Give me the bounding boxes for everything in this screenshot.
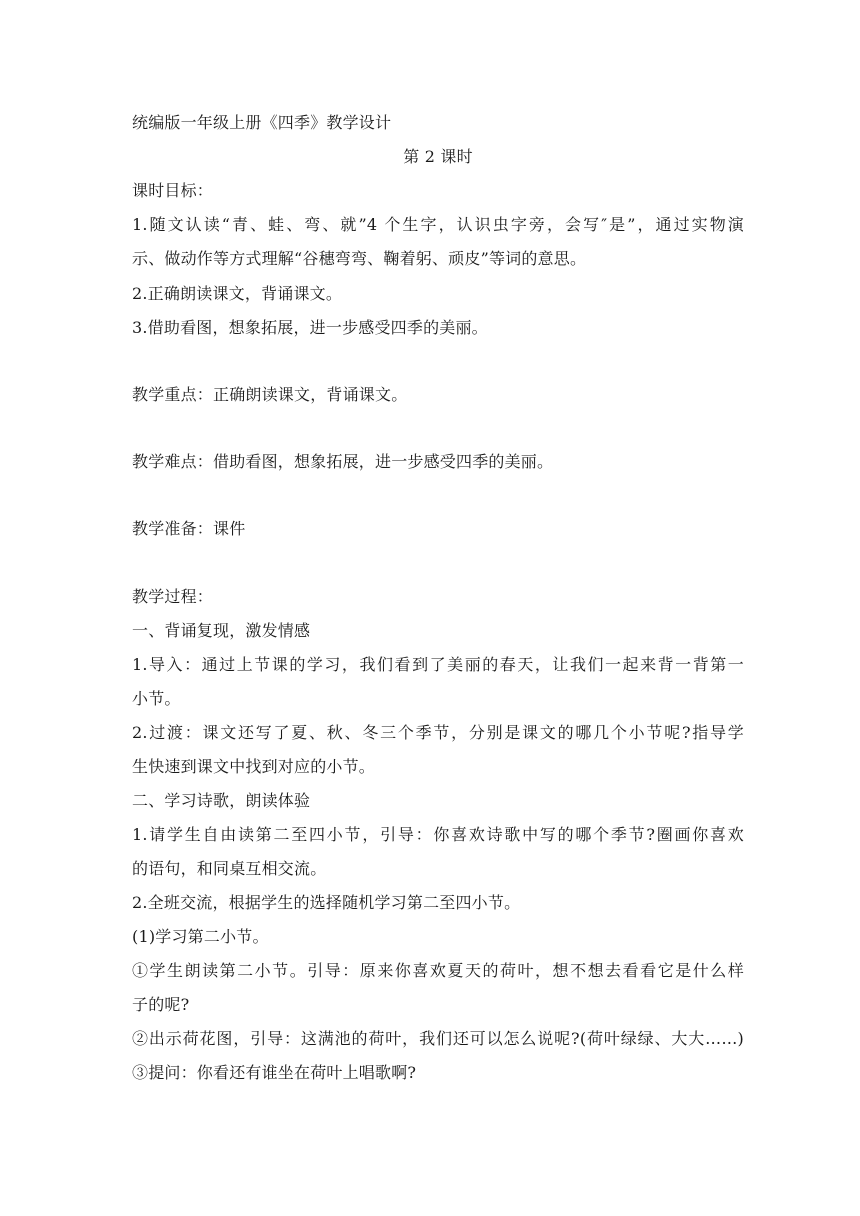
s1-item-2-line-2: 生快速到课文中找到对应的小节。 [132, 757, 376, 776]
s2-step-2: ②出示荷花图，引导：这满池的荷叶，我们还可以怎么说呢?(荷叶绿绿、大大……) [132, 1029, 744, 1048]
s2-step-1-line-1: ①学生朗读第二小节。引导：原来你喜欢夏天的荷叶，想不想去看看它是什么样 [132, 961, 744, 980]
process-heading: 教学过程： [132, 587, 214, 606]
s1-item-1-line-1: 1.导入：通过上节课的学习，我们看到了美丽的春天，让我们一起来背一背第一 [132, 655, 744, 674]
s1-item-2-line-1: 2.过渡：课文还写了夏、秋、冬三个季节，分别是课文的哪几个小节呢?指导学 [132, 723, 744, 742]
lesson-label: 第 2 课时 [403, 147, 473, 166]
objective-1-line-1: 1.随文认读“青、蛙、弯、就”4 个生字，认识虫字旁，会写″是”，通过实物演 [132, 215, 744, 234]
s2-item-1-line-2: 的语句，和同桌互相交流。 [132, 859, 327, 878]
objective-1-line-2: 示、做动作等方式理解“谷穗弯弯、鞠着躬、顽皮”等词的意思。 [132, 249, 587, 268]
key-point: 教学重点：正确朗读课文，背诵课文。 [132, 385, 408, 404]
s2-step-1-line-2: 子的呢? [132, 995, 190, 1014]
s2-item-2: 2.全班交流，根据学生的选择随机学习第二至四小节。 [132, 893, 521, 912]
s2-step-3: ③提问：你看还有谁坐在荷叶上唱歌啊? [132, 1063, 417, 1082]
section-2-heading: 二、学习诗歌，朗读体验 [132, 791, 311, 810]
preparation: 教学准备：课件 [132, 519, 246, 538]
objectives-heading: 课时目标： [132, 181, 214, 200]
objective-2: 2.正确朗读课文，背诵课文。 [132, 284, 343, 303]
objective-3: 3.借助看图，想象拓展，进一步感受四季的美丽。 [132, 318, 488, 337]
section-1-heading: 一、背诵复现，激发情感 [132, 621, 311, 640]
s2-sub-1: (1)学习第二小节。 [132, 927, 269, 946]
difficult-point: 教学难点：借助看图，想象拓展，进一步感受四季的美丽。 [132, 452, 554, 471]
document-title: 统编版一年级上册《四季》教学设计 [132, 113, 392, 132]
s2-item-1-line-1: 1.请学生自由读第二至四小节，引导：你喜欢诗歌中写的哪个季节?圈画你喜欢 [132, 825, 744, 844]
s1-item-1-line-2: 小节。 [132, 689, 181, 708]
